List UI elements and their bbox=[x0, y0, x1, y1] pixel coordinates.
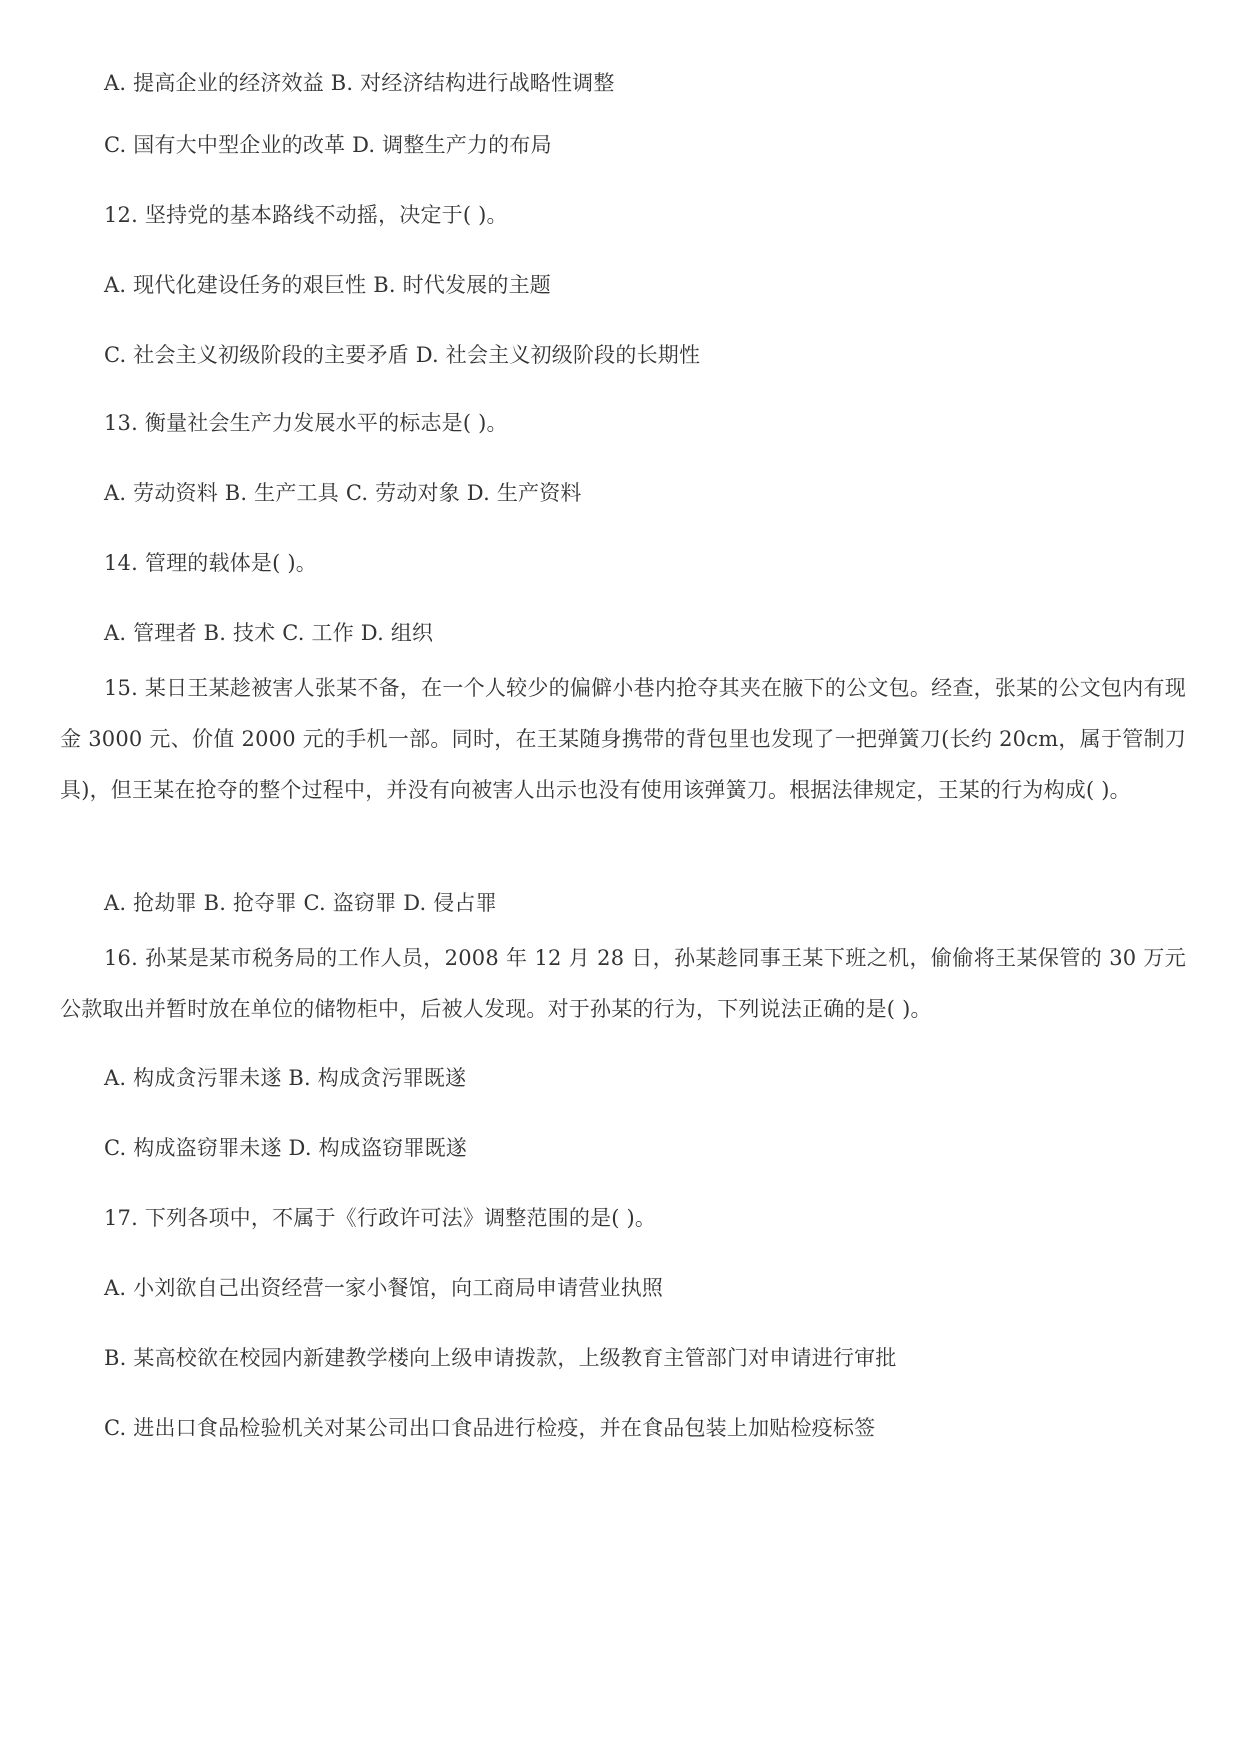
q14-options: A. 管理者 B. 技术 C. 工作 D. 组织 bbox=[104, 621, 434, 645]
q17-option-a: A. 小刘欲自己出资经营一家小餐馆，向工商局申请营业执照 bbox=[104, 1276, 664, 1300]
q15-options: A. 抢劫罪 B. 抢夺罪 C. 盗窃罪 D. 侵占罪 bbox=[104, 891, 497, 915]
q17-option-c: C. 进出口食品检验机关对某公司出口食品进行检疫，并在食品包装上加贴检疫标签 bbox=[104, 1416, 876, 1440]
q11-options-cd: C. 国有大中型企业的改革 D. 调整生产力的布局 bbox=[104, 133, 552, 157]
q15-question: 15. 某日王某趁被害人张某不备，在一个人较少的偏僻小巷内抢夺其夹在腋下的公文包。经查，张某的公文包内有现金 3000 元、价值 2000 元的手机一部。同时，在王某随身携带的背包里也发现了一把弹簧刀(长约 20cm，属于管制刀具)，但王某在抢夺的整个过程中，并没有向被害人出示也没有使用该弹簧刀。根据法律规定，王某的行为构成( )。 bbox=[60, 676, 1186, 802]
q16-options-cd: C. 构成盗窃罪未遂 D. 构成盗窃罪既遂 bbox=[104, 1136, 467, 1160]
q11-options-ab: A. 提高企业的经济效益 B. 对经济结构进行战略性调整 bbox=[104, 71, 615, 95]
q12-question: 12. 坚持党的基本路线不动摇，决定于( )。 bbox=[104, 203, 508, 227]
q16-options-ab: A. 构成贪污罪未遂 B. 构成贪污罪既遂 bbox=[104, 1066, 467, 1090]
q16-question: 16. 孙某是某市税务局的工作人员，2008 年 12 月 28 日，孙某趁同事王某下班之机，偷偷将王某保管的 30 万元公款取出并暂时放在单位的储物柜中，后被人发现。对于孙某的行为，下列说法正确的是( )。 bbox=[60, 946, 1186, 1021]
q13-question: 13. 衡量社会生产力发展水平的标志是( )。 bbox=[104, 411, 508, 435]
q13-options: A. 劳动资料 B. 生产工具 C. 劳动对象 D. 生产资料 bbox=[104, 481, 582, 505]
q12-options-ab: A. 现代化建设任务的艰巨性 B. 时代发展的主题 bbox=[104, 273, 551, 297]
q17-question: 17. 下列各项中，不属于《行政许可法》调整范围的是( )。 bbox=[104, 1206, 657, 1230]
q17-option-b: B. 某高校欲在校园内新建教学楼向上级申请拨款，上级教育主管部门对申请进行审批 bbox=[104, 1346, 897, 1370]
q14-question: 14. 管理的载体是( )。 bbox=[104, 551, 317, 575]
q12-options-cd: C. 社会主义初级阶段的主要矛盾 D. 社会主义初级阶段的长期性 bbox=[104, 343, 701, 367]
